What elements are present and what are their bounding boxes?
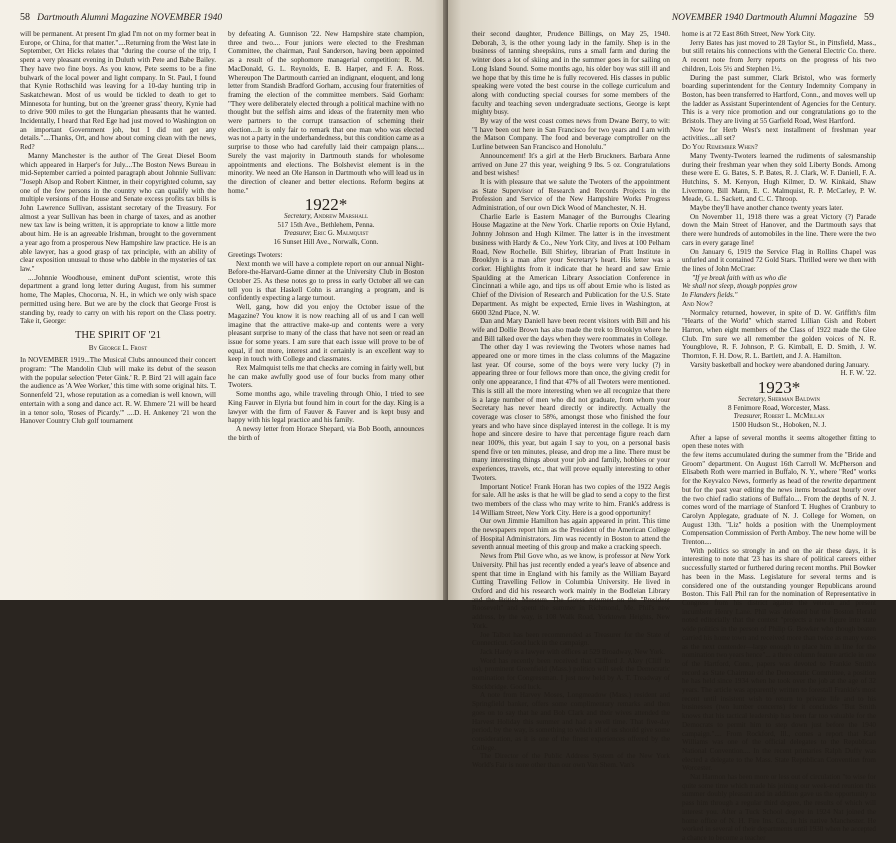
hfw-signature: H. F. W. '22. (840, 369, 876, 378)
treasurer-label: Treasurer, (283, 229, 312, 238)
paragraph: With politics so strongly in and on the air these days, it is interesting to note that '23 has its share of political careers either successfully started or furthered during recent months. Phil Bowker has been in the Mass. Legislature for several terms and is considered one of the outstanding younger Republicans around Boston. This Fall Phil ran for the nomination of Representative in Congress from his district against the veteran and present incumbent Henry Lane. Phil was defeated but the Boston Herald noted editorially that the contest "projects a new figure into state wide politics in the person of Philip G. Bowker who though beaten carried his home town and received more than twice as many votes as the next contender—large enough to place him in line for the nomination two years hence"... a three column feature article in one of the Hartford, Conn., papers was devoted to Frankie Smith's record as State Chairman of the Democratic Committee, a position he has held since 1934 when he took over the job at the age of 32 years. The article was apparently written to forestall Frankie's most recent until insistent wish to return to private life and to his businesses (two lumber concerns) for it concludes "But Smith knows that his tactical leadership has been far too valuable for the Democrats to permit him to step down just before the 1940 campaign.".... From Rockford, Ill., comes a report that Karl Williams was one of the official delegates to the Republican National Convention.... In the recent primaries Ralph Duffy was elected a delegate to the Mass. State Republican Convention from Worcester. (682, 546, 876, 773)
treasurer-label: Treasurer, (733, 412, 762, 421)
treasurer-address: 1500 Hudson St., Hoboken, N. J. (731, 420, 827, 429)
paragraph: During the past summer, Clark Bristol, who was formerly boarding superintendent for the Century Indemnity Company in Boston, has been transferred to Hartford, Conn., and moves well up the ladder as Assistant Superintendent of Agencies for the Century. This is a very nice promotion and our congratulations go to the Bristols. They are living at 55 Garfield Road, West Hartford. (682, 73, 876, 126)
remember-heading: Do You Remember When? (682, 143, 758, 152)
paragraph: Important Notice! Frank Horan has two copies of the 1922 Aegis for sale. All he asks is that he will be glad to send a copy to the first two members of the class who may write to him. Frank's address is 14 William Street, New York City. Here is a good opportunity! (472, 482, 670, 517)
paragraph: Next month we will have a complete report on our annual Night-Before-the-Harvard-Game dinner at the University Club in Boston October 25. As these notes go to press in early October all we can tell you is that Haskell Cohn is arranging a program, and is confidently expecting a large turnout. (228, 259, 424, 303)
paragraph: by defeating A. Gunnison '22. New Hampshire state champion, three and two.... Four juniors were elected to the Freshman Committee, the chairman, Paul Sanderson, having been appointed as a result of the sophomore managerial competition: R. M. MacDonald, G. L. Reynolds, E. B. Harper, and F. A. Ross. Whereupon The Dartmouth carried an indignant, eloquent, and long letter from Standish Bradford Gorham, accusing four fraternities of framing the election of the committee members. Said Gorham: "They were deliberately elected through a political machine with no thought but the selfish aims and ideas of the fraternity men who were partners to the corrupt transaction of scheming their election....It is only fair to remark that one man who was elected was not a party in the underhandedness, but this condition came as a surprise to those who had carefully laid their campaign plans.... Surely the vast majority in Dartmouth stands for wholesome appointments and elections. The Bolshevist element is in the minority. We need an Ole Hanson in Dartmouth who will lead us in the direction of cleaner and better elections. Reform begins at home." (228, 30, 424, 195)
paragraph: the few items accumulated during the summer from the "Bride and Groom" department. On August 16th Carroll W. McPherson and Elisabeth Roth were married in Buffalo, N. Y., where "Red" works for the Keyvalco News, formerly as head of the rewrite department but for the past year editing the news items broadcast hourly over the two chief radio stations of Buffalo.... From the depths of N. J. comes word of the marriage of Stanford T. Hughes of Cranbury to Carolyn Applegate, graduate of N. J. College for Women, on August 13th. "Liz" holds a position with the Unemployment Compensation Commission of Perth Amboy. The new home will be Trenton.... (682, 451, 876, 547)
paragraph: Manny Manchester is the author of The Great Diesel Boom which appeared in Harper's for July....The Boston News Bureau in mid-September carried a pointed paragraph about Johnnie Sullivan: "Joseph Alsop and Robert Kintner, in their copyrighted column, say one of the few persons in the country who can qualify with the multiple versions of the House and Senate excess profits tax bills is John Lawrence Sullivan, assistant secretary of the Treasury. For almost a year Sullivan has been in charge of taxes, and as another new tax law is being written, it is appropriate to know a little more about him. He is an agreeable Irishman, brought to the government a year ago from a prosperous New Hampshire law practice. He is an able lawyer, has a good grasp of tax principle, with an ability of clear exposition unusual to those who dabble in the mysteries of tax law." (20, 151, 216, 273)
left-column-2 (228, 30, 424, 592)
paragraph: Now for Herb West's next installment of freshman year activities....all set? (682, 125, 876, 143)
paragraph: Normalcy returned, however, in spite of D. W. Griffith's film "Hearts of the World" which starred Lillian Gish and Robert Harron, when eight members of the Class of 1922 made the Glee Club. I'm sure we all remember the golden voices of N. R. Youngblove, R. F. Johnson, P. G. Kimball, E. D. Smith, J. W. Thornton, F. H. Dow, R. L. Bartlett, and J. A. Hamilton. (682, 308, 876, 361)
paragraph: Dan and Mary Daniell have been recent visitors with Bill and his wife and Dollie Brown has also made the trek to Brooklyn where he and Bill talked over the days when they were roommates in College. (472, 317, 670, 343)
paragraph: will be permanent. At present I'm glad I'm not on my former beat in Europe, or China, for that matter."....Returning from the West late in September, Ort Hicks relates that "during the course of the trip, I spent a very pleasant evening in Duluth with Pete and Babe Bailey. They have two fine boys. As you know, Pete seems to be a fine bulwark of the local power and light company. In St. Paul, I found that Kynie Rothschild was leaving for a 10-day hunting trip in Saskatchewan. Most of us would be tickled to death to get to Minnesota for hunting, but on the 'greener grass' theory, Kynie had to drive 900 miles to get the Hungarian pheasants that he wanted. Incidentally, I heard that Red Ege had just moved to Washington on an important Government job, but I did not get any details."....Thanks, Ort, and how about coming clean with the news, Red? (20, 30, 216, 152)
paragraph: A note from Harvey Moses, Longmeadow (Mass.) resident and Springfield banker, offers some complimentary remarks and then goes on to say that he and Bob Clark and their wives attended the Harvest Holiday this summer and had a swell time. That five-day period, by the way, is something to which all of us should give some consideration, as it is one of the finest experiences offered by the College. (472, 691, 670, 752)
secretary-line (228, 212, 424, 221)
treasurer-line (682, 412, 876, 421)
paragraph: The other day I was reviewing the Twoters whose names had appeared one or more times in the class columns of the Magazine last year. Of course, some of the boys were very lucky (?) in appearing three or four fellows more than once, the giving credit for only one appearance, I find that 47% of all Twoters were mentioned. This is still all the more interesting when we all recognize that there is a large number of men who did not graduate, from whom your Secretary has never heard directly or indirectly. Actually the coverage was closer to 58%, amongst those who finished the four years and who have since displayed interest in the college. It is my hope and sincere desire to have that percentage figure reach darn near 100%, this year, but again I say to you, on a personal basis spend five or ten minutes, please, and drop me a line. There must be many interesting things about your job and family, hobbies or your experiences, travels, etc., that will prove equally interesting to other Twoters. (472, 343, 670, 482)
class-year-heading: 1923* (757, 378, 801, 398)
right-column-2 (682, 30, 876, 842)
class-year-heading: 1922* (304, 195, 348, 215)
paragraph: News from Phil Gove who, as we know, is professor at New York University. Phil has just recently ended a year's leave of absence and spent that time in England with his family as the William Bayard Cutting Travelling Fellow in Columbia University. He lived in Oxford and did his research work mainly in the Bodleian Library and the British Museum. The Goves returned on the "President Roosevelt" and spent the summer in Richmond, Me. Phil's new address, by the way, is 108 Walk Road, Yorktown Heights, New York. (472, 552, 670, 630)
paragraph: home is at 72 East 86th Street, New York City. (682, 30, 816, 38)
right-column-1 (472, 30, 670, 770)
paragraph: Varsity basketball and hockey were abandoned during January. (690, 360, 870, 369)
secretary-label: Secretary, (283, 212, 312, 221)
right-page-number: 59 (864, 12, 874, 23)
poem-quote: "If ye break faith with us who die We shall not sleep, though poppies grow In Flanders fields." (682, 273, 798, 300)
left-running-title: Dartmouth Alumni Magazine NOVEMBER 1940 (37, 13, 223, 23)
paragraph: Rex Malmquist tells me that checks are coming in fairly well, but he can make awfully good use of four bucks from many other Twoters. (228, 364, 424, 390)
paragraph: On January 6, 1919 the Service Flag in Rollins Chapel was unfurled and it contained 72 Gold Stars. Thrilled were we then with the lines of John McCrae: (682, 247, 876, 273)
secretary-address: 517 15th Ave., Bethlehem, Penna. (277, 220, 375, 229)
secretary-name: Sherman Baldwin (767, 394, 820, 403)
paragraph: Greetings Twoters: (228, 250, 283, 259)
paragraph: By way of the west coast comes news from Dwane Berry, to wit: "I have been out here in San Francisco for two years and I am with the Matson Company. The food and beverage comptroller on the Lurline between San Francisco and Honolulu." (472, 117, 670, 152)
paragraph: After a lapse of several months it seems altogether fitting to open these notes with (682, 433, 876, 451)
paragraph: Some months ago, while traveling through Ohio, I tried to see King Fauver in Elyria but found him in court for the day. King is a lawyer with the firm of Fauver & Fauver and is kept busy and happy with his legal practice and his family. (228, 390, 424, 425)
right-running-title: NOVEMBER 1940 Dartmouth Alumni Magazine (671, 13, 857, 23)
paragraph: Charlie Earle is Eastern Manager of the Burroughs Clearing House Magazine at the New York. Charlie reports on Oxie Hyland, Johnny Johnson and Hugh Kilmer. The latter is in the investment business with Hardy & Co., New York City, and lives at 100 Pelham Road, New Rochelle. Bill Shirley, librarian of Pratt Institute in Brooklyn is a man after your Secretary's heart. His letter was a corker. Highlights from it indicate that he heard and saw Ernie Spaulding at the American Library Association Conference in Cincinnati a while ago, and tips us off about Ernie who is listed as Chief of the Division of Research and Publication for the U.S. State Department. As might be expected, Ernie lives in Washington, at 6600 32nd Place, N. W. (472, 212, 670, 317)
paragraph: Our own Jimmie Hamilton has again appeared in print. This time the newspapers report him as the President of the American College of Hospital Administrators. Jim was recently in Boston to attend the seventh annual meeting of this group and make a cracking speech. (472, 517, 670, 552)
paragraph: ....Johnnie Woodhouse, eminent duPont scientist, wrote this department a grand long letter during August, from his summer home, The Maples, Chocorua, N. H., in which we only wish space permitted using here. But we are by the clock that George Frost is standing by, ready to carry on with his report on the Class poetry. Take it, George: (20, 273, 216, 326)
left-column-1 (20, 30, 216, 592)
paragraph: On November 11, 1918 there was a great Victory (?) Parade down the Main Street of Hanover, and the Dartmouth says that there were hundreds of automobiles in the line. There were the two cars in every garage line! (682, 212, 876, 247)
secretary-name: Andrew Marshall (313, 212, 369, 221)
spirit-title: THE SPIRIT OF '21 (75, 329, 161, 341)
paragraph: Announcement! It's a girl at the Herb Bruckners. Barbara Anne arrived on June 27 this year, weighing 9 lbs. 5 oz. Congratulations and best wishes! (472, 151, 670, 178)
treasurer-name: Eric G. Malmquist (313, 229, 369, 238)
paragraph: Jack Hardy is a lawyer with offices at 529 Broadway, New York. (480, 647, 666, 656)
paragraph: It is with pleasure that we salute the Twoters of the appointment as State Supervisor of Research and Records Projects in the Profession and Service of the New Hampshire Works Progress Administration, of our own Dick Wood of Manchester, N. H. (472, 177, 670, 213)
paragraph: Jerry Bates has just moved to 28 Taylor St., in Pittsfield, Mass., but still retains his connections with the General Electric Co. there. A recent note from Jerry reports on the progress of his two children, Lois 5½ and Stephen 1½. (682, 38, 876, 73)
paragraph: The Director of the Public Address System of the New York World's Fair is none other than our own Van Shem. Van's (472, 752, 670, 770)
paragraph: A newsy letter from Horace Shepard, via Bob Booth, announces the birth of (228, 424, 424, 442)
paragraph: Nat Harmon has been more or less out of circulation "to wise for quite some time which made his joining our week-end reunion this summer doubly pleasant and in addition gave us the opportunity to pass him through a regular third degree, the results of which will interest you. After a Tuck School degree in 1924 Nat joined the home office of N. H. Fire Ins. Co., in his native Manchester. He worked in several of their departments until 1930 when he accepted a chance to become a teacher (682, 773, 876, 842)
right-page (448, 0, 896, 842)
and-now-heading: And Now? (682, 299, 713, 308)
treasurer-address: 16 Sunset Hill Ave., Norwalk, Conn. (273, 238, 379, 247)
left-page-number: 58 (20, 12, 30, 23)
paragraph: Many Twenty-Twoters learned the rudiments of salesmanship during their freshman year when they sold Liberty Bonds. Among these were E. G. Bates, S. P. Bates, R. J. Clark, W. F. Daniell, F. A. Hutchins, S. M. Kenyon, Hugh Kilmer, D. W. Kinkaid, Shaw Livermore, Bill Mann, E. C. Malmquist, R. P. McCarley, P. W. Meade, G. L. Sackett, and C. C. Throop. (682, 151, 876, 204)
paragraph: In NOVEMBER 1919...The Musical Clubs announced their concert program: "The Mandolin Club will make its debut of the season with the popular selection 'Peter Gink.' R. P. Bird '21 will again face the audience as 'A Wee Worker,' this time with some original hits. T. Sonnenfeld '21, whose reputation as a comedian is well known, will entertain with a song and dance act. R. W. Ehmere '21 will be heard in a tenor solo, 'Roses of Picardy.'" ....D. H. Ankeney '21 won the Hanover Country Club golf tournament (20, 356, 216, 426)
secretary-label: Secretary, (738, 394, 766, 403)
paragraph: Well, gang, how did you enjoy the October issue of the Magazine? You know it is now reaching all of us and I can well imagine that the attractive make-up and contents were a very pleasant surprise to many of the class that have not seen or read an issue for some years. I am sure that each issue will prove to be of equal, if not more, interest and it certainly is an excellent way to keep in touch with College and classmates. (228, 303, 424, 364)
paragraph: Maybe they'll have another chance twenty years later. (690, 204, 844, 213)
paragraph: Word has recently been received that Clifford J. Akey (Cliff to us), prominent Greenfield (Mass.) politico will seek the Democratic nomination for Congressman. I just now held by A. T. Treadway of Stockbridge. Good luck. (472, 656, 670, 691)
treasurer-name: Robert L. McMillan (763, 412, 825, 421)
right-running-head (672, 12, 874, 23)
left-page (0, 0, 448, 600)
paragraph: Joe Talbot has been recommended as Treasurer for the State of Connecticut. Good luck in the campaign. (472, 630, 670, 648)
left-running-head (20, 12, 222, 23)
paragraph: their second daughter, Prudence Billings, on May 25, 1940. Deborah, 3, is the other young lady in the family. Shep is in the business of tanning sheepskins, runs a small farm and during the winter does a lot of skiing and in the summer goes in for sailing on Long Island Sound. Some months ago, his older boy was still ill and we hope that by this time he is fully recovered. His classes in public speaking were voted the best course in the college curriculum and along with conducting special courses for some members of the faculty and teaching seven undergraduate sections, George is kept mighty busy. (472, 30, 670, 117)
secretary-address: 8 Fenimore Road, Worcester, Mass. (728, 403, 830, 412)
secretary-line (682, 395, 876, 404)
treasurer-line (228, 229, 424, 238)
spirit-byline: By George L. Frost (88, 343, 148, 352)
